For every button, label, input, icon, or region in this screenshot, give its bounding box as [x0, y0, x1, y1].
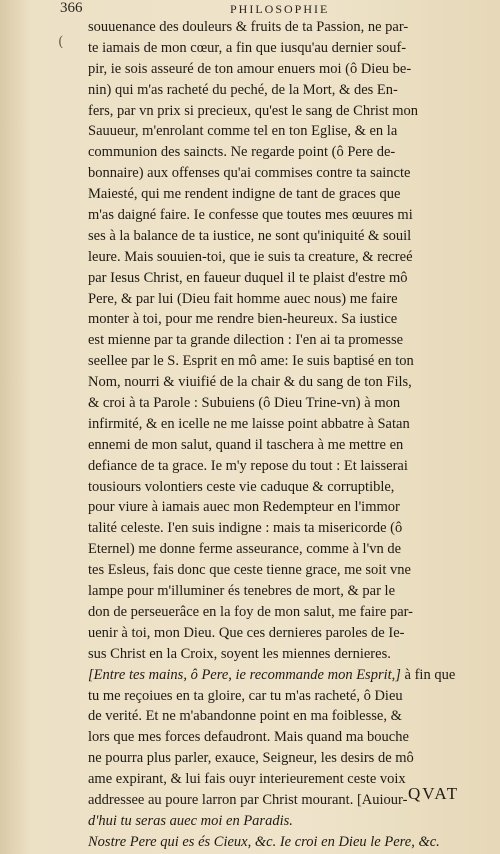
text-line: Nom, nourri & viuifié de la chair & du sang de ton Fils, — [88, 374, 412, 391]
text-line: sus Christ en la Croix, soyent les miennes dernieres. — [88, 645, 391, 662]
text-line: te iamais de mon cœur, a fin que iusqu'au dernier souf- — [88, 39, 407, 56]
text-line: ennemi de mon salut, quand il taschera à me mettre en — [88, 436, 404, 453]
text-line: ame expirant, & lui fais ouyr interieurement ceste voix — [88, 771, 406, 788]
text-line: bonnaire) aux offenses qu'ai commises contre ta saincte — [88, 165, 411, 182]
text-line: de verité. Et ne m'abandonne point en ma foiblesse, & — [88, 708, 402, 725]
text-line: & croi à ta Parole : Subuiens (ô Dieu Trine-vn) à mon — [88, 395, 401, 412]
text-line: fers, par vn prix si precieux, qu'est le sang de Christ mon — [88, 102, 418, 119]
text-line: pour viure à iamais auec mon Redempteur en l'immor — [88, 499, 400, 516]
text-line: monter à toi, pour me rendre bien-heureux. Sa iustice — [88, 311, 398, 328]
text-line: talité celeste. I'en suis indigne : mais ta misericorde (ô — [88, 520, 403, 537]
text-line: tu me reçoiues en ta gloire, car tu m'as racheté, ô Dieu — [88, 687, 403, 704]
text-line: souuenance des douleurs & fruits de ta Passion, ne par- — [88, 19, 409, 35]
text-line: m'as daigné faire. Ie confesse que toutes mes œuures mi — [88, 207, 413, 224]
text-line: lampe pour m'illuminer és tenebres de mort, & par le — [88, 583, 396, 600]
text-line: ne pourra plus parler, exauce, Seigneur, les desirs de mô — [88, 750, 414, 767]
text-line: uenir à toi, mon Dieu. Que ces dernieres paroles de Ie- — [88, 624, 405, 641]
text-line: lors que mes forces defaudront. Mais quand ma bouche — [88, 729, 409, 746]
text-line: par Iesus Christ, en faueur duquel il te plaist d'estre mô — [88, 269, 408, 286]
text-line: tes Esleus, fais donc que ceste tienne grace, me soit vne — [88, 562, 411, 579]
text-body — [88, 17, 478, 853]
text-line: communion des saincts. Ne regarde point (ô Pere de- — [88, 144, 396, 161]
text-line: d'hui tu seras auec moi en Paradis. — [88, 812, 293, 829]
text-line: infirmité, & en icelle ne me laisse point abbatre à Satan — [88, 415, 410, 432]
text-line: addressee au poure larron par Christ mourant. [Auiour- — [88, 791, 408, 808]
text-line: seellee par le S. Esprit en mô ame: Ie suis baptisé en ton — [88, 353, 414, 370]
text-line: tousiours volontiers ceste vie caduque & corruptible, — [88, 478, 395, 495]
text-line: Pere, & par lui (Dieu fait homme auec nous) me faire — [88, 290, 398, 307]
text-line: Maiesté, qui me rendent indigne de tant de graces que — [88, 186, 401, 203]
text-line: Nostre Pere qui es és Cieux, &c. Ie croi en Dieu le Pere, &c. — [88, 833, 440, 850]
text-line: pir, ie sois asseuré de ton amour enuers moi (ô Dieu be- — [88, 60, 412, 77]
text-line: Sauueur, m'enrolant comme tel en ton Eglise, & en la — [88, 123, 398, 140]
page-number: 366 — [60, 0, 83, 16]
text-line: defiance de ta grace. Ie m'y repose du tout : Et laisserai — [88, 457, 408, 474]
text-line: nin) qui m'as racheté du peché, de la Mort, & des En- — [88, 81, 398, 98]
text-line: Eternel) me donne ferme asseurance, comme à l'vn de — [88, 541, 402, 558]
text-line: leure. Mais souuien-toi, que ie suis ta creature, & recreé — [88, 248, 413, 265]
catchword: QVAT — [408, 784, 460, 803]
text-line: ses à la balance de ta iustice, ne sont qu'iniquité & souil — [88, 227, 412, 244]
margin-mark: ( — [58, 34, 64, 50]
text-line: est mienne par ta grande dilection : I'en ai ta promesse — [88, 332, 404, 349]
text-line: [Entre tes mains, ô Pere, ie recommande mon Esprit,] à fin que — [88, 666, 456, 683]
text-line: don de perseuerâce en la foy de mon salut, me faire par- — [88, 603, 414, 620]
running-head: PHILOSOPHIE — [230, 2, 330, 16]
